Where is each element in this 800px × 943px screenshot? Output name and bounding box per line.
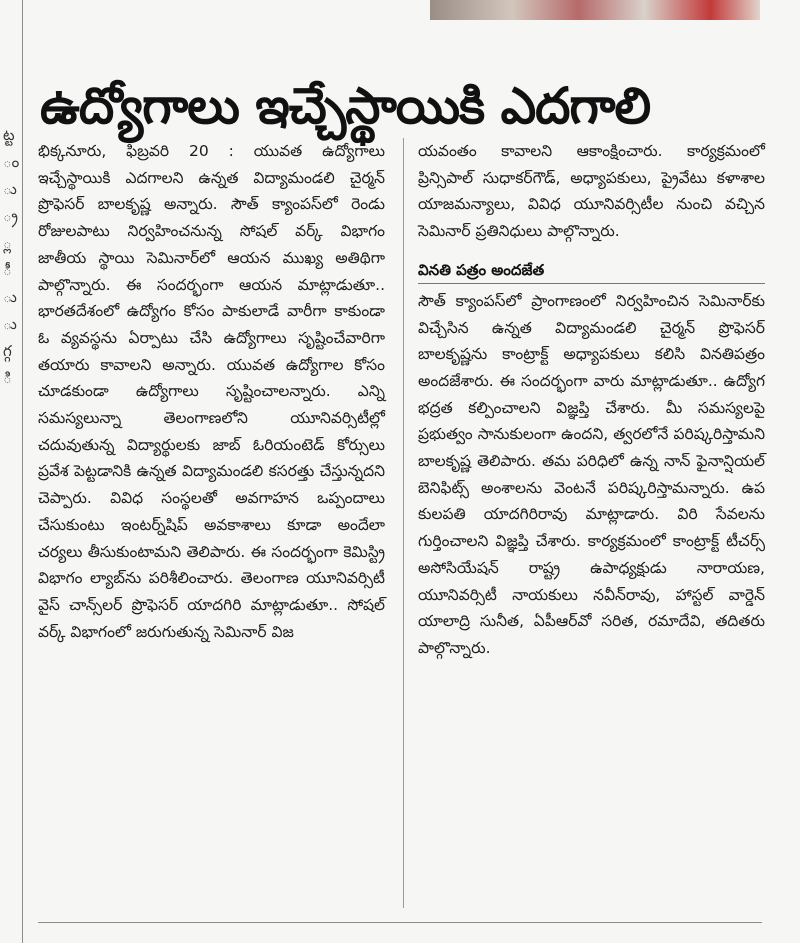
- photo-crop: [430, 0, 760, 20]
- strip-fragment: ీ: [3, 261, 12, 279]
- strip-fragment: ు: [3, 288, 17, 306]
- column-divider: [403, 138, 404, 908]
- strip-fragment: ట్ట: [3, 126, 15, 144]
- body-paragraph: సౌత్ క్యాంపస్‌లో ప్రాంగాణంలో నిర్వహించిన సెమినార్‌కు విచ్చేసిన ఉన్నత విద్యామండలి చైర్మన్ ప్రొఫెసర్ బాలకృష్ణను కాంట్రాక్ట్ అధ్యాపకులు కలిసి వినతిపత్రం అందజేశారు. ఈ సందర్భంగా వారు మాట్లాడుతూ.. ఉద్యోగ భద్రత కల్పించాలని విజ్ఞప్తి చేశారు. మీ సమస్యలపై ప్రభుత్వం సానుకులంగా ఉందని, త్వరలోనే పరిష్కరిస్తామని బాలకృష్ణ తెలిపారు. తమ పరిధిలో ఉన్న నాన్ ఫైనాన్షియల్ బెనిఫిట్స్ అంశాలను వెంటనే పరిష్కరిస్తామన్నారు. ఉప కులపతి యాదగిరిరావు మాట్లాడారు. విరి సేవలను గుర్తించాలని విజ్ఞప్తి చేశారు. కార్యక్రమంలో కాంట్రాక్ట్ టీచర్స్ అసోసియేషన్ రాష్ట్ర ఉపాధ్యక్షుడు నారాయణ, యూనివర్సిటీ నాయకులు నవీన్‌రావు, హాస్టల్ వార్డెన్ యాలాద్రి సునీత, ఏపీఆర్‌వో సరిత, రమాదేవి, తదితరు పాల్గొన్నారు.: [418, 291, 765, 657]
- headline: ఉద్యోగాలు ఇచ్చేస్థాయికి ఎదగాలి: [40, 76, 651, 135]
- subheading: వినతి పత్రం అందజేత: [418, 259, 765, 284]
- strip-fragment: ి: [3, 369, 12, 387]
- strip-fragment: ం: [3, 153, 20, 171]
- body-paragraph: యవంతం కావాలని ఆకాంక్షించారు. కార్యక్రమంలో ప్రిన్సిపాల్ సుధాకర్‌గౌడ్, అధ్యాపకులు, ప్రైవేటు కళాశాల యాజమన్యాలు, వివిధ యూనివర్సిటీల నుంచి వచ్చిన సెమినార్ ప్రతినిధులు పాల్గొన్నారు.: [418, 142, 765, 241]
- article-column-right: [418, 138, 765, 662]
- strip-fragment: ు: [3, 315, 17, 333]
- adjacent-article-strip: [0, 0, 23, 943]
- strip-fragment: గ్గ: [3, 342, 12, 360]
- body-paragraph: భిక్కనూరు, ఫిబ్రవరి 20 : యువత ఉద్యోగాలు ఇచ్చేస్థాయికి ఎదగాలని ఉన్నత విద్యామండలి చైర్మన్ ప్రొఫెసర్ బాలకృష్ణ అన్నారు. సౌత్ క్యాంపస్‌లో రెండు రోజులపాటు నిర్వహించనున్న సోషల్ వర్క్ విభాగం జాతీయ స్థాయి సెమినార్‌లో ఆయన ముఖ్య అతిథిగా పాల్గొన్నారు. ఈ సందర్భంగా ఆయన మాట్లాడుతూ.. భారతదేశంలో ఉద్యోగం కోసం పాకులాడే వారీగా కాకుండా ఓ వ్యవస్థను ఏర్పాటు చేసి ఉద్యోగాలు సృష్టించేవారిగా తయారు కావాలని అన్నారు. యువత ఉద్యోగాల కోసం చూడకుండా ఉద్యోగాలు సృష్టించాలన్నారు. ఎన్ని సమస్యలున్నా తెలంగాణలోని యూనివర్సిటీల్లో చదువుతున్న విద్యార్థులకు జాబ్ ఓరియంటెడ్ కోర్సులు ప్రవేశ పెట్టడానికి ఉన్నత విద్యామండలి కసరత్తు చేస్తున్నదని చెప్పారు. వివిధ సంస్థలతో అవగాహన ఒప్పందాలు చేసుకుంటు ఇంటర్న్‌షిప్ అవకాశాలు కూడా అందేలా చర్యలు తీసుకుంటామని తెలిపారు. ఈ సందర్భంగా కెమిస్ట్రి విభాగం ల్యాబ్‌ను పరిశీలించారు. తెలంగాణ యూనివర్సిటీ వైస్ చాన్స్‌లర్ ప్రొఫెసర్ యాదగిరి మాట్లాడుతూ.. సోషల్ వర్క్ విభాగంలో జరుగుతున్న సెమినార్ విజ: [38, 142, 385, 641]
- strip-fragment: ్ల: [3, 234, 12, 252]
- bottom-divider: [38, 922, 762, 923]
- article-column-left: [38, 138, 385, 645]
- strip-fragment: ్ర: [3, 207, 18, 225]
- strip-fragment: ు: [3, 180, 17, 198]
